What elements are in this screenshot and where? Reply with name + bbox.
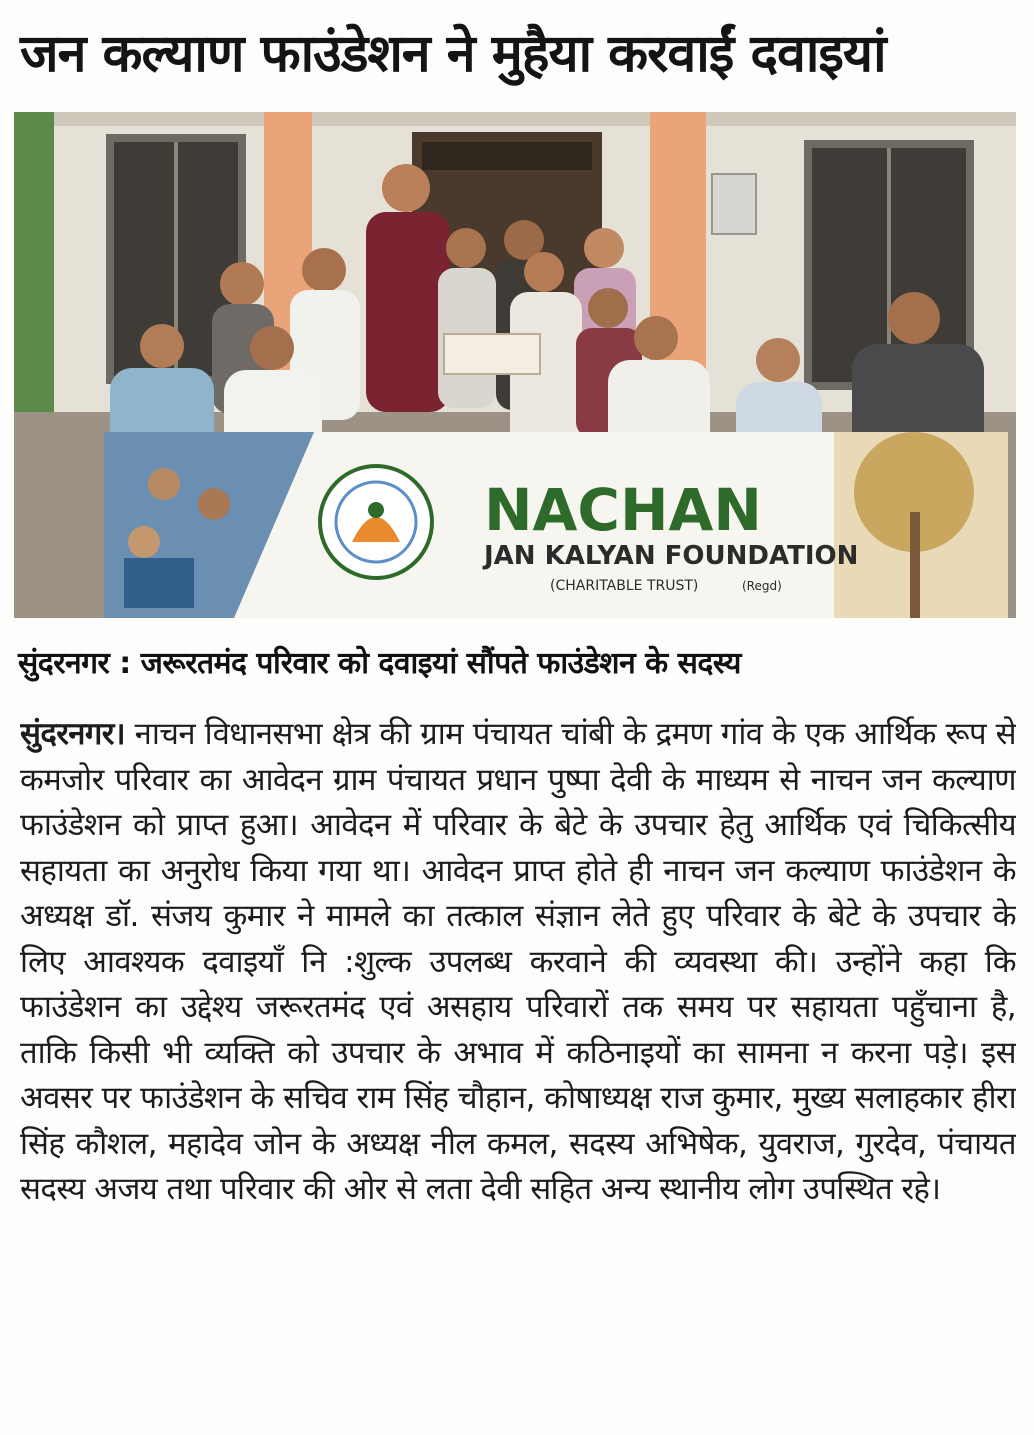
article-body-text: नाचन विधानसभा क्षेत्र की ग्राम पंचायत चांबी के द्रमण गांव के एक आर्थिक रूप से कमजोर परिवार का आवेदन ग्राम पंचायत प्रधान पुष्पा देवी के माध्यम से नाचन जन कल्याण फाउंडेशन को प्राप्त हुआ। आवेदन में परिवार के बेटे के उपचार हेतु आर्थिक एवं चिकित्सीय सहायता का अनुरोध किया गया था। आवेदन प्राप्त होते ही नाचन जन कल्याण फाउंडेशन के अध्यक्ष डॉ. संजय कुमार ने मामले का तत्काल संज्ञान लेते हुए परिवार के बेटे के उपचार के लिए आवश्यक दवाइयाँ नि :शुल्क उपलब्ध करवाने की व्यवस्था की। उन्होंने कहा कि फाउंडेशन का उद्देश्य जरूरतमंद एवं असहाय परिवारों तक समय पर सहायता पहुँचाना है, ताकि किसी भी व्यक्ति को उपचार के अभाव में कठिनाइयों का सामना न करना पड़े। इस अवसर पर फाउंडेशन के सचिव राम सिंह चौहान, कोषाध्यक्ष राज कुमार, मुख्य सलाहकार हीरा सिंह कौशल, महादेव जोन के अध्यक्ष नील कमल, सदस्य अभिषेक, युवराज, गुरदेव, पंचायत सदस्य अजय तथा परिवार की ओर से लता देवी सहित अन्य स्थानीय लोग उपस्थित रहे। bbox=[20, 716, 1016, 1207]
medicine-box bbox=[444, 334, 540, 374]
dateline: सुंदरनगर। bbox=[20, 716, 125, 752]
headline: जन कल्याण फाउंडेशन ने मुहैया करवाईं दवाइयां bbox=[20, 24, 886, 84]
banner-tag-badge: (Regd) bbox=[742, 579, 782, 593]
article-body bbox=[20, 712, 1016, 1432]
foundation-banner bbox=[104, 432, 1008, 618]
photo-caption: सुंदरनगर : जरूरतमंद परिवार को दवाइयां सौंपते फाउंडेशन के सदस्य bbox=[18, 646, 741, 681]
news-photo bbox=[14, 112, 1016, 618]
photo-illustration bbox=[14, 112, 1016, 618]
switch-box bbox=[712, 174, 756, 234]
tree-foliage bbox=[14, 112, 54, 412]
banner-subtitle: JAN KALYAN FOUNDATION bbox=[484, 541, 859, 571]
banner-tag: (CHARITABLE TRUST) bbox=[550, 578, 699, 594]
banner-title: NACHAN bbox=[484, 476, 762, 544]
